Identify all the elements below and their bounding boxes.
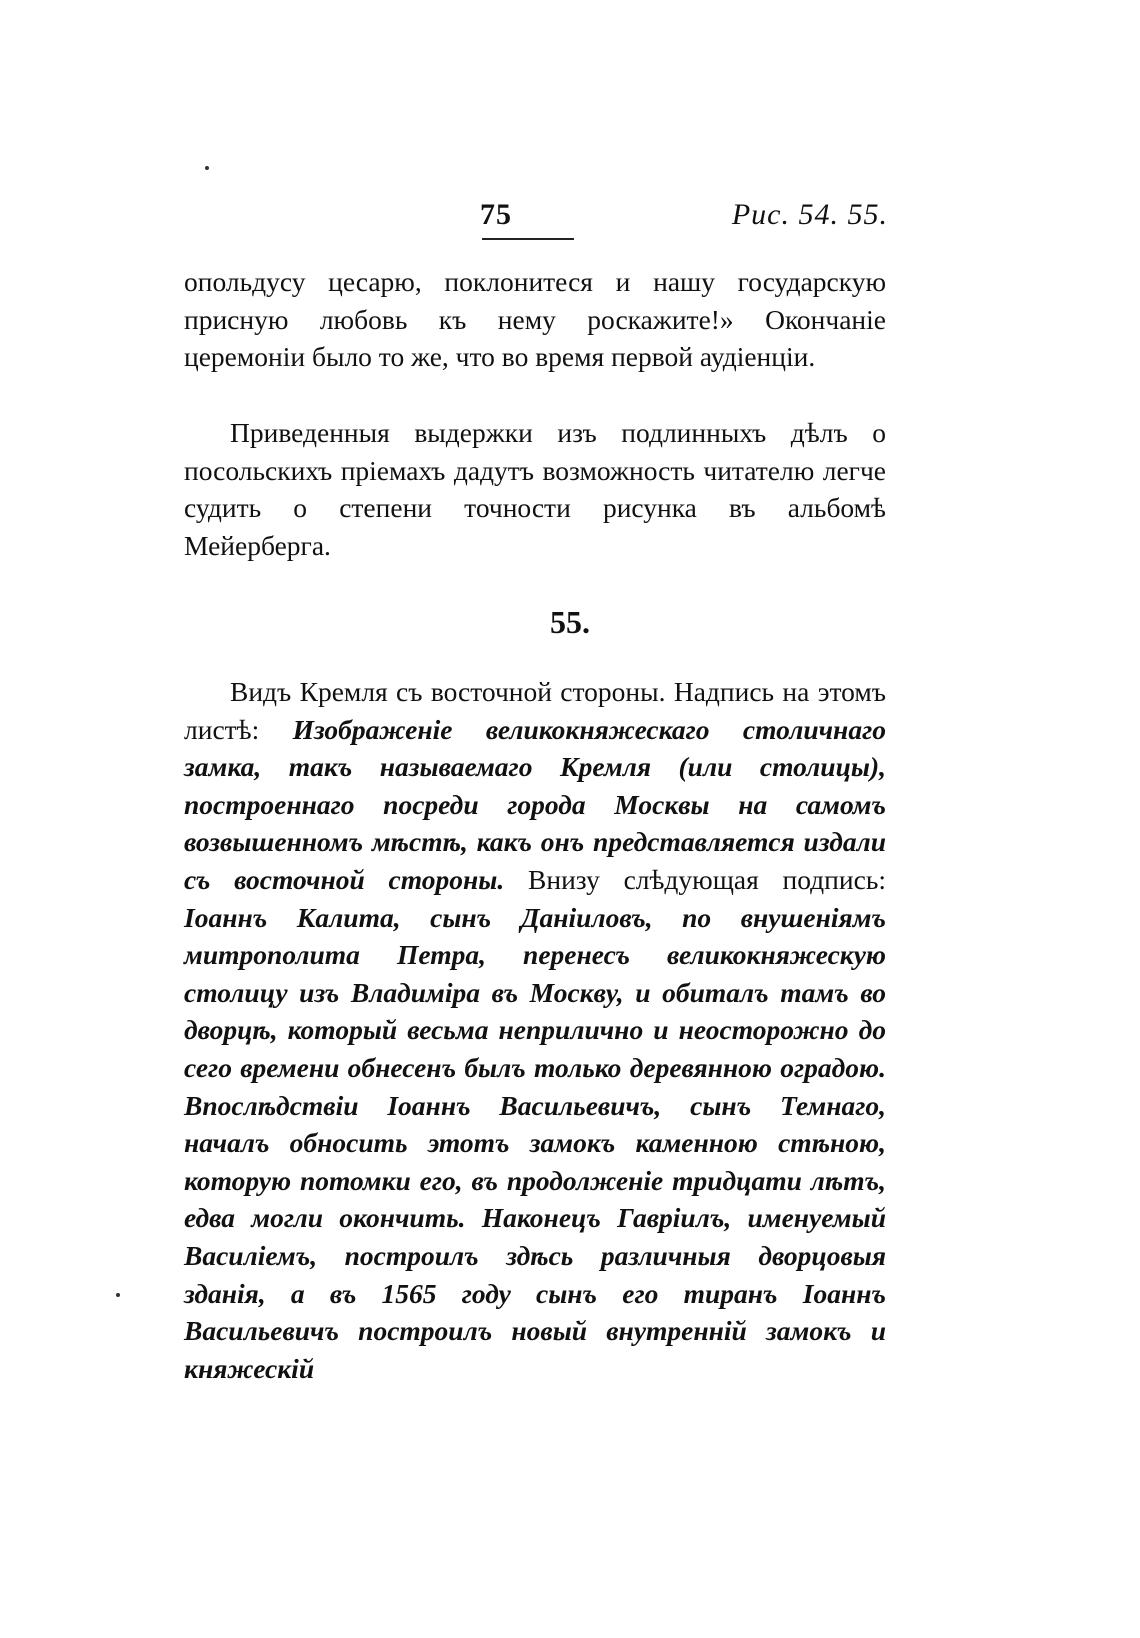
section-intro: Видъ Кремля съ восточной стороны. Надпись на этомъ листѣ: [184,676,886,745]
stray-mark [205,166,209,170]
inscription-text: Изображеніе великокняжескаго столичнаго замка, такъ называемаго Кремля (или столицы), построеннаго посреди города Москвы на самомъ возвышенномъ мѣстѣ, какъ онъ представляется издали съ восточной стороны. [184,713,886,895]
paragraph-text: Приведенныя выдержки изъ подлинныхъ дѣлъ о посольскихъ пріемахъ дадутъ возможность читателю легче судить о степени точности рисунка въ альбомѣ Мейерберга. [184,417,886,561]
section-text [184,673,886,1387]
paragraph-2 [184,414,886,564]
header-rule [482,238,574,240]
caption-text: Іоаннъ Калита, сынъ Даніиловъ, по внушеніямъ митрополита Петра, перенесъ великокняжескую столицу изъ Владиміра въ Москву, и обиталъ тамъ во дворцѣ, который весьма неприлично и неосторожно до сего времени обнесенъ былъ только деревянною оградою. Впослѣдствіи Іоаннъ Васильевичъ, сынъ Темнаго, началъ обносить этотъ замокъ каменною стѣною, которую потомки его, въ продолженіе тридцати лѣтъ, едва могли окончить. Наконецъ Гавріилъ, именуемый Василіемъ, построилъ здѣсь различныя дворцовыя зданія, а въ 1565 году сынъ его тиранъ Іоаннъ Васильевичъ построилъ новый внутренній замокъ и княжескій [184,901,886,1384]
paragraph-1 [184,263,886,376]
section-number: 55. [550,604,590,640]
paragraph-text: опольдусу цесарю, поклонитеся и нашу государскую присную любовь къ нему роскажите!» Окончаніе церемоніи было то же, что во время первой аудіенціи. [184,266,886,373]
section-bridge: Внизу слѣдующая подпись: [504,863,886,895]
page-number: 75 [480,198,512,231]
section-paragraph [184,673,886,1387]
running-head: Рис. 54. 55. [731,198,888,231]
page-header [182,198,888,238]
stray-mark [116,1293,120,1297]
